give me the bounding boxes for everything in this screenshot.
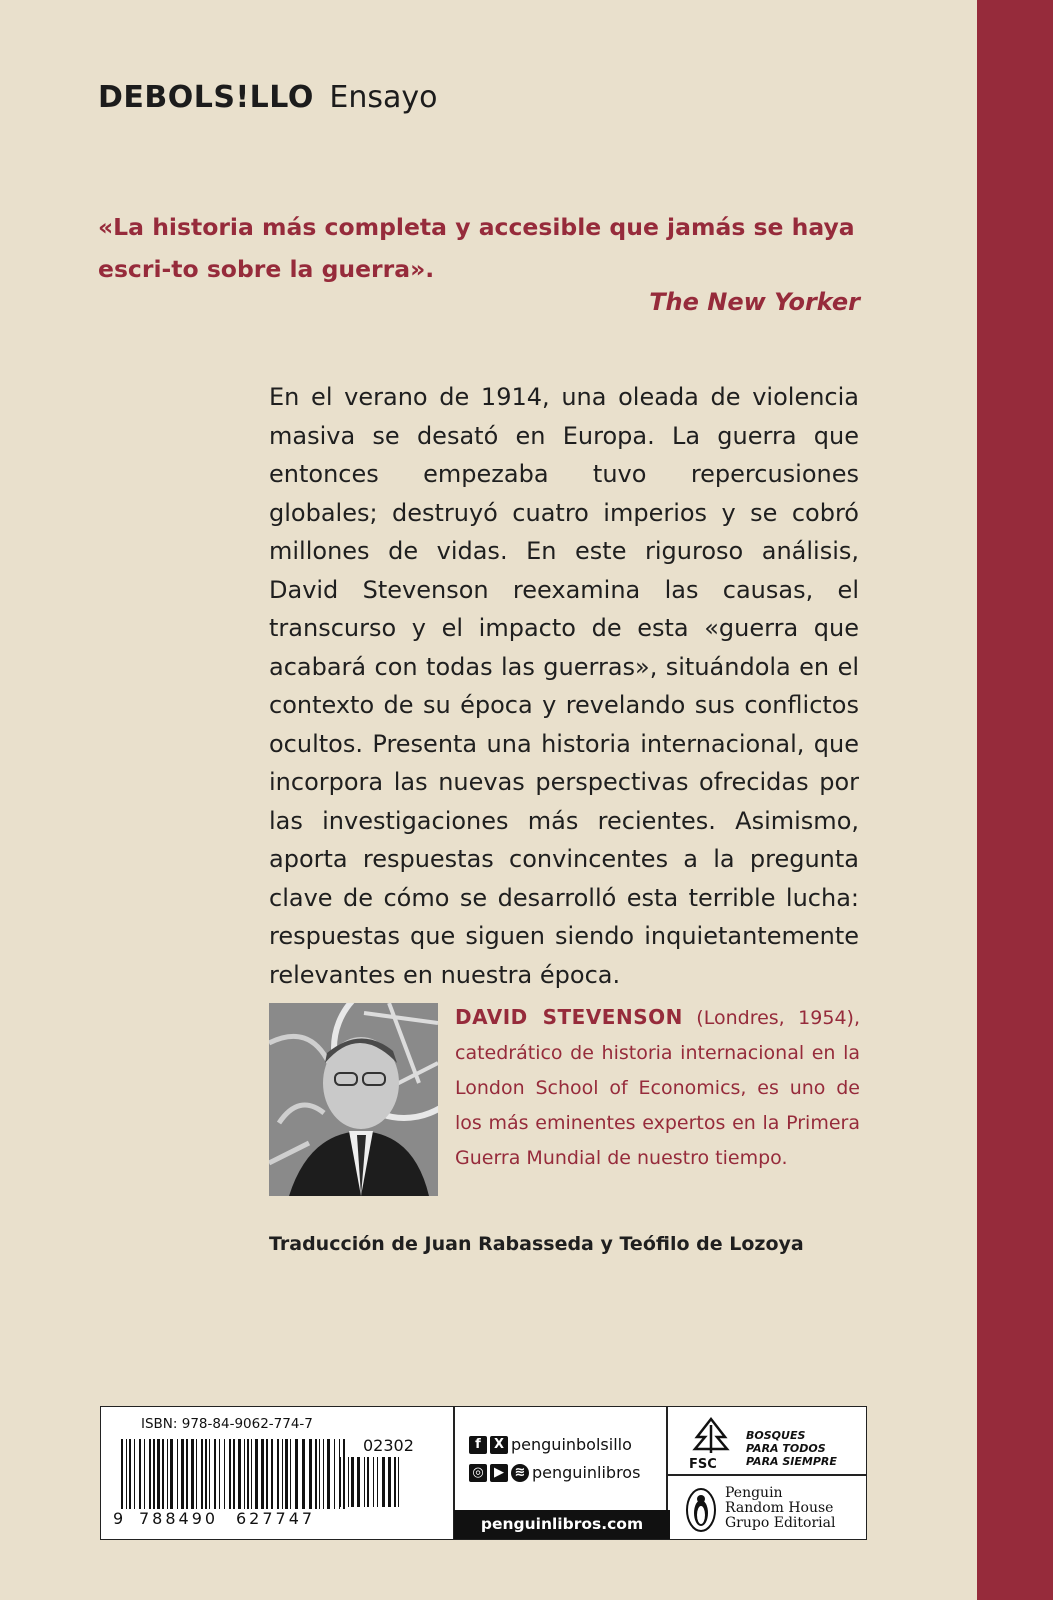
- barcode-bar: [224, 1439, 225, 1509]
- publisher-line: Grupo Editorial: [725, 1515, 836, 1531]
- website-link[interactable]: penguinlibros.com: [454, 1510, 670, 1539]
- barcode-bar: [334, 1439, 335, 1509]
- barcode-bar: [282, 1439, 283, 1509]
- youtube-icon[interactable]: ▶: [490, 1464, 508, 1482]
- social-handle-1[interactable]: penguinbolsillo: [511, 1435, 632, 1454]
- barcode-bar: [394, 1457, 396, 1507]
- fsc-slogan-line: PARA SIEMPRE: [746, 1455, 837, 1468]
- barcode-bar: [339, 1457, 341, 1507]
- barcode-bar: [149, 1439, 151, 1509]
- barcode-bar: [323, 1439, 324, 1509]
- barcode-bar: [271, 1439, 273, 1509]
- social-handle-2[interactable]: penguinlibros: [532, 1463, 641, 1482]
- barcode-bar: [157, 1439, 160, 1509]
- barcode-bar: [162, 1439, 164, 1509]
- author-bio: [455, 1000, 860, 1176]
- barcode-bar: [129, 1439, 131, 1509]
- brand-name: DEBOLS!LLO: [98, 80, 314, 115]
- isbn-label: ISBN: 978-84-9062-774-7: [141, 1416, 313, 1432]
- barcode-bar: [373, 1457, 374, 1507]
- barcode-bar: [251, 1439, 252, 1509]
- barcode-bar: [319, 1439, 320, 1509]
- barcode-bar: [121, 1439, 123, 1509]
- barcode-bar: [277, 1439, 279, 1509]
- fsc-tree-icon: [689, 1415, 733, 1455]
- barcode-bar: [177, 1439, 178, 1509]
- author-name: DAVID STEVENSON: [455, 1005, 683, 1029]
- barcode-group-1: 788490: [139, 1509, 219, 1528]
- author-bio-text: (Londres, 1954), catedrático de historia internacional en la London School of Economics, es uno de los más eminentes expertos en la Primera Guerra Mundial de nuestro tiempo.: [455, 1007, 860, 1169]
- social-row-1: [469, 1435, 632, 1454]
- barcode-bar: [364, 1457, 365, 1507]
- barcode-bar: [255, 1439, 258, 1509]
- barcode-bar: [382, 1457, 385, 1507]
- barcode-bar: [201, 1439, 203, 1509]
- barcode-bar: [209, 1439, 210, 1509]
- barcode-bar: [266, 1439, 268, 1509]
- barcode-bar: [196, 1439, 197, 1509]
- barcode-bar: [139, 1439, 141, 1509]
- barcode-main: [121, 1439, 351, 1511]
- facebook-icon[interactable]: f: [469, 1436, 487, 1454]
- barcode-bar: [170, 1439, 173, 1509]
- barcode-first-digit: 9: [113, 1509, 124, 1528]
- fsc-slogan-line: BOSQUES: [746, 1429, 806, 1442]
- barcode-bar: [247, 1439, 249, 1509]
- instagram-icon[interactable]: ◎: [469, 1464, 487, 1482]
- spine-band: [977, 0, 1053, 1600]
- barcode-bar: [285, 1439, 288, 1509]
- barcode-bar: [315, 1439, 317, 1509]
- barcode-bar: [309, 1439, 312, 1509]
- barcode-bar: [144, 1439, 145, 1509]
- barcode-bar: [214, 1439, 216, 1509]
- barcode-group-2: 627747: [236, 1509, 316, 1528]
- barcode-bar: [398, 1457, 399, 1507]
- spotify-icon[interactable]: ≋: [511, 1464, 529, 1482]
- fsc-slogan: [746, 1429, 837, 1468]
- barcode-bar: [244, 1439, 245, 1509]
- collection-name: Ensayo: [329, 80, 438, 115]
- fsc-label: FSC: [689, 1457, 717, 1472]
- barcode-bar: [229, 1439, 231, 1509]
- divider: [667, 1474, 866, 1476]
- x-icon[interactable]: X: [490, 1436, 508, 1454]
- barcode-bar: [290, 1439, 291, 1509]
- barcode-bar: [367, 1457, 369, 1507]
- translation-credit: Traducción de Juan Rabasseda y Teófilo de Lozoya: [269, 1233, 804, 1255]
- barcode-bar: [181, 1439, 184, 1509]
- barcode-bar: [377, 1457, 378, 1507]
- publisher-line: Penguin: [725, 1485, 783, 1501]
- barcode-bar: [126, 1439, 127, 1509]
- barcode-bar: [134, 1439, 135, 1509]
- barcode-bar: [261, 1439, 264, 1509]
- barcode-bar: [167, 1439, 168, 1509]
- barcode-bar: [295, 1439, 298, 1509]
- barcode-bar: [302, 1439, 305, 1509]
- barcode-supplement-code: 02302: [363, 1436, 414, 1455]
- author-photo: [269, 1003, 438, 1196]
- publisher-line: Random House: [725, 1500, 834, 1516]
- book-description: En el verano de 1914, una oleada de violencia masiva se desató en Europa. La guerra que entonces empezaba tuvo repercusiones globales; destruyó cuatro imperios y se cobró millones de vidas. En este riguroso análisis, David Stevenson reexamina las causas, el transcurso y el impacto de esta «guerra que acabará con todas las guerras», situándola en el contexto de su época y revelando sus conflictos ocultos. Presenta una historia internacional, que incorpora las nuevas perspectivas ofrecidas por las investigaciones más recientes. Asimismo, aporta respuestas convincentes a la pregunta clave de cómo se desarrolló esta terrible lucha: respuestas que siguen siendo inquietantemente relevantes en nuestra época.: [269, 383, 859, 989]
- barcode-bar: [233, 1439, 235, 1509]
- barcode-bar: [205, 1439, 207, 1509]
- barcode-bar: [348, 1457, 349, 1507]
- barcode-bar: [327, 1439, 330, 1509]
- fsc-slogan-line: PARA TODOS: [746, 1442, 826, 1455]
- barcode-bar: [153, 1439, 155, 1509]
- barcode-bar: [357, 1457, 360, 1507]
- quote-source: The New Yorker: [649, 288, 860, 316]
- barcode-info-box: [100, 1406, 867, 1540]
- barcode-bar: [344, 1457, 345, 1507]
- publisher-name: [725, 1486, 835, 1531]
- barcode-bar: [351, 1457, 354, 1507]
- barcode-bar: [186, 1439, 188, 1509]
- barcode-bar: [388, 1457, 391, 1507]
- penguin-logo-icon: [685, 1487, 717, 1533]
- press-quote: «La historia más completa y accesible que jamás se haya escri-to sobre la guerra».: [98, 213, 855, 283]
- barcode-bar: [219, 1439, 220, 1509]
- barcode-bar: [238, 1439, 241, 1509]
- publisher-brand: [98, 80, 437, 115]
- social-row-2: [469, 1463, 640, 1482]
- barcode-bar: [191, 1439, 194, 1509]
- barcode-supplement: [339, 1457, 405, 1529]
